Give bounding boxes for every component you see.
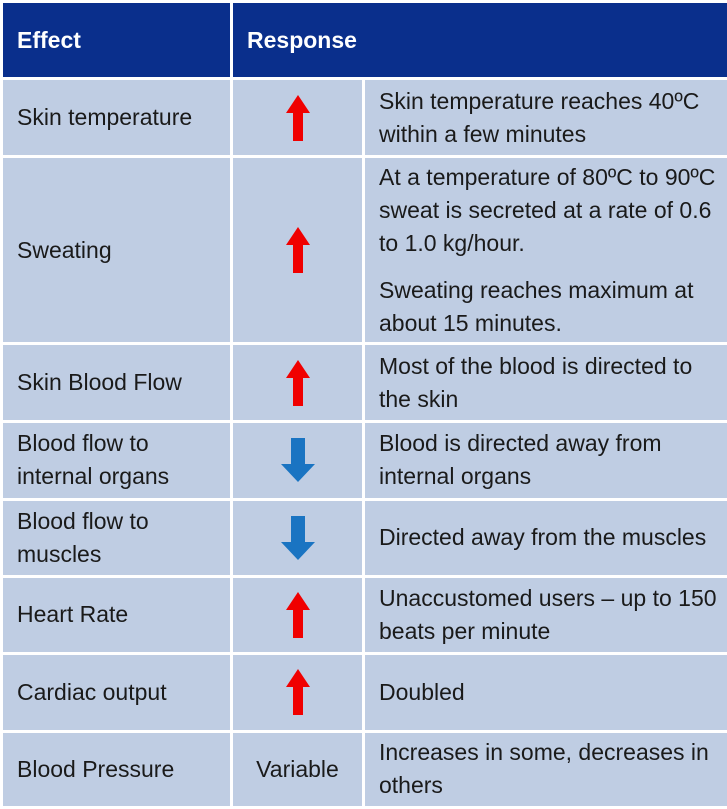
effect-cell: Blood flow to internal organs — [2, 422, 232, 499]
effect-cell: Cardiac output — [2, 653, 232, 731]
table-row — [2, 422, 727, 499]
description-text: Skin temperature reaches 40ºC within a few minutes — [379, 87, 700, 147]
table-row — [2, 653, 727, 731]
header-response: Response — [232, 2, 727, 79]
effect-cell: Blood Pressure — [2, 731, 232, 807]
response-cell — [232, 499, 364, 576]
response-cell: Variable — [232, 731, 364, 807]
table-row — [2, 157, 727, 344]
response-cell — [232, 576, 364, 653]
table-row — [2, 576, 727, 653]
up-arrow-icon — [286, 227, 310, 273]
description-text: Unaccustomed users – up to 150 beats per minute — [379, 584, 717, 644]
description-cell — [364, 157, 727, 344]
description-cell — [364, 422, 727, 499]
effect-cell: Sweating — [2, 157, 232, 344]
table-row — [2, 79, 727, 157]
header-effect: Effect — [2, 2, 232, 79]
down-arrow-icon — [281, 516, 315, 560]
effect-cell: Skin Blood Flow — [2, 344, 232, 422]
description-text: At a temperature of 80ºC to 90ºC sweat is secreted at a rate of 0.6 to 1.0 kg/hour. — [379, 163, 716, 256]
response-cell — [232, 344, 364, 422]
description-text: Most of the blood is directed to the skin — [379, 352, 693, 412]
down-arrow-icon — [281, 438, 315, 482]
description-cell — [364, 731, 727, 807]
effect-cell: Skin temperature — [2, 79, 232, 157]
response-cell — [232, 653, 364, 731]
description-cell — [364, 344, 727, 422]
description-cell — [364, 79, 727, 157]
description-text: Doubled — [379, 678, 465, 705]
description-cell — [364, 499, 727, 576]
response-cell — [232, 157, 364, 344]
up-arrow-icon — [286, 360, 310, 406]
description-cell — [364, 653, 727, 731]
table-row — [2, 499, 727, 576]
description-cell — [364, 576, 727, 653]
description-text: Sweating reaches maximum at about 15 minutes. — [379, 276, 694, 336]
response-cell — [232, 79, 364, 157]
table-row — [2, 731, 727, 807]
effect-cell: Heart Rate — [2, 576, 232, 653]
description-text: Increases in some, decreases in others — [379, 739, 709, 799]
up-arrow-icon — [286, 592, 310, 638]
response-cell — [232, 422, 364, 499]
description-text: Blood is directed away from internal organs — [379, 430, 662, 490]
effect-cell: Blood flow to muscles — [2, 499, 232, 576]
up-arrow-icon — [286, 669, 310, 715]
table-row — [2, 344, 727, 422]
description-text: Directed away from the muscles — [379, 524, 707, 551]
header-row — [2, 2, 727, 79]
up-arrow-icon — [286, 95, 310, 141]
